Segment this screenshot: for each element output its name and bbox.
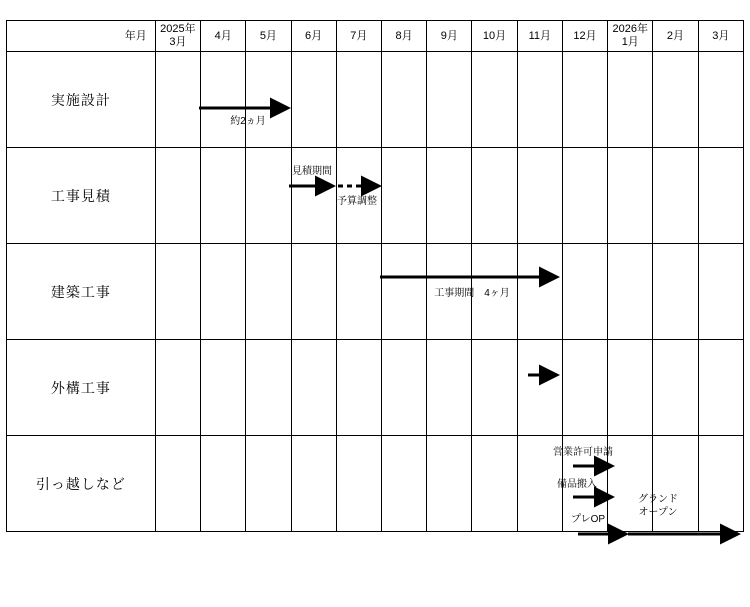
cell-r1-c2 [246,148,291,244]
cell-r4-c12 [698,436,743,532]
header-month-7: 10月 [472,21,517,52]
cell-r3-c4 [336,340,381,436]
cell-r0-c1 [201,52,246,148]
table-row [7,244,744,340]
header-month-10-line1: 2026年 [612,23,648,36]
cell-r1-c10 [608,148,653,244]
cell-r3-c5 [381,340,426,436]
cell-r3-c12 [698,340,743,436]
header-month-11: 2月 [653,21,698,52]
cell-r3-c9 [562,340,607,436]
schedule-table [6,20,744,532]
annotation-yosan-chosei: 予算調整 [337,196,377,207]
cell-r0-c0 [155,52,200,148]
cell-r4-c4 [336,436,381,532]
cell-r4-c3 [291,436,336,532]
cell-r3-c6 [427,340,472,436]
header-month-8: 11月 [517,21,562,52]
cell-r0-c12 [698,52,743,148]
cell-r3-c8 [517,340,562,436]
cell-r3-c0 [155,340,200,436]
cell-r2-c10 [608,244,653,340]
header-month-2: 5月 [246,21,291,52]
header-month-6: 9月 [427,21,472,52]
cell-r1-c7 [472,148,517,244]
cell-r1-c5 [381,148,426,244]
cell-r0-c10 [608,52,653,148]
cell-r0-c3 [291,52,336,148]
cell-r2-c1 [201,244,246,340]
cell-r2-c0 [155,244,200,340]
task-label-gaiko-koji: 外構工事 [7,340,156,436]
table-row [7,340,744,436]
cell-r2-c12 [698,244,743,340]
cell-r1-c9 [562,148,607,244]
header-month-0-line2: 3月 [169,36,187,48]
cell-r1-c11 [653,148,698,244]
cell-r1-c3 [291,148,336,244]
cell-r4-c7 [472,436,517,532]
annotation-grand-open-line1: グランド [638,494,678,505]
cell-r4-c1 [201,436,246,532]
annotation-yaku2kagetsu: 約2ヵ月 [230,116,266,127]
annotation-pre-op: プレOP [570,514,606,525]
task-label-kenchiku-koji: 建築工事 [7,244,156,340]
cell-r4-c0 [155,436,200,532]
annotation-koji-kikan: 工事期間 4ヶ月 [434,288,510,299]
annotation-grand-open-line2: オープン [638,506,678,518]
annotation-bihin-hannyu: 備品搬入 [557,479,597,490]
cell-r3-c3 [291,340,336,436]
cell-r3-c11 [653,340,698,436]
cell-r1-c8 [517,148,562,244]
cell-r3-c10 [608,340,653,436]
cell-r2-c11 [653,244,698,340]
cell-r2-c4 [336,244,381,340]
task-label-koji-mitsumori: 工事見積 [7,148,156,244]
cell-r2-c2 [246,244,291,340]
cell-r2-c3 [291,244,336,340]
header-month-10 [608,21,653,52]
cell-r3-c2 [246,340,291,436]
cell-r4-c5 [381,436,426,532]
cell-r3-c7 [472,340,517,436]
annotation-mitsumori-kikan: 見積期間 [292,166,332,177]
header-month-3: 6月 [291,21,336,52]
cell-r0-c11 [653,52,698,148]
cell-r2-c9 [562,244,607,340]
cell-r0-c9 [562,52,607,148]
cell-r4-c6 [427,436,472,532]
task-label-hikkoshi: 引っ越しなど [7,436,156,532]
header-month-4: 7月 [336,21,381,52]
cell-r4-c2 [246,436,291,532]
header-month-0-line1: 2025年 [160,23,196,36]
cell-r1-c0 [155,148,200,244]
table-row [7,52,744,148]
cell-r1-c6 [427,148,472,244]
cell-r0-c6 [427,52,472,148]
task-label-jisshi-sekkei: 実施設計 [7,52,156,148]
header-corner-label: 年月 [7,21,156,52]
cell-r0-c7 [472,52,517,148]
cell-r0-c5 [381,52,426,148]
cell-r0-c2 [246,52,291,148]
cell-r1-c12 [698,148,743,244]
cell-r3-c1 [201,340,246,436]
header-month-10-line2: 1月 [621,36,639,48]
annotation-grand-open [625,494,691,519]
header-month-1: 4月 [201,21,246,52]
header-month-0 [155,21,200,52]
annotation-eigyo-kyoka-shinsei: 営業許可申請 [553,447,613,458]
header-month-5: 8月 [381,21,426,52]
table-header-row [7,21,744,52]
header-month-9: 12月 [562,21,607,52]
header-month-12: 3月 [698,21,743,52]
cell-r0-c8 [517,52,562,148]
cell-r1-c1 [201,148,246,244]
cell-r0-c4 [336,52,381,148]
